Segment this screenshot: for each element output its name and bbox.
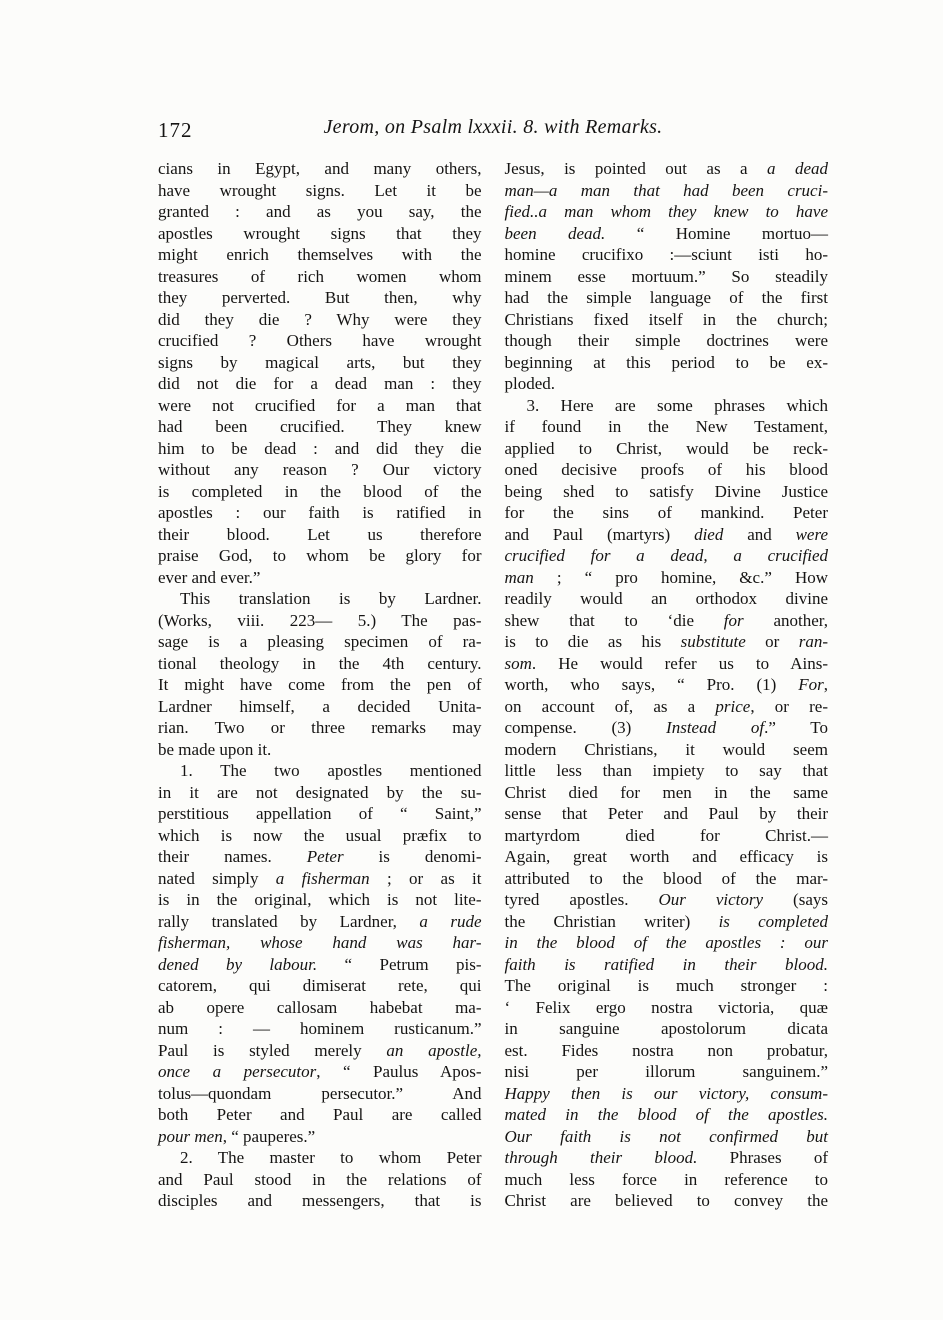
text-line: rally translated by Lardner, a rude (158, 911, 482, 931)
text-line: 2. The master to whom Peter (180, 1148, 482, 1167)
text-line: oned decisive proofs of his blood (504, 460, 828, 479)
text-line: catorem, qui dimiserat rete, qui (158, 976, 482, 995)
text-line: treasures of rich women whom (158, 266, 482, 286)
text-line: through their blood. Phrases of (504, 1148, 828, 1167)
text-line: readily would an orthodox divine (504, 589, 828, 608)
text-line: compense. (3) Instead of.” To (504, 718, 828, 737)
text-line: num : — hominem rusticanum.” (158, 1019, 482, 1038)
text-line: ‘ Felix ergo nostra victoria, quæ (504, 997, 828, 1017)
text-line: might enrich themselves with the (158, 245, 482, 264)
text-line: 1. The two apostles mentioned (180, 761, 482, 780)
text-line: faith is ratified in their blood. (504, 954, 828, 974)
text-line: once a persecutor, “ Paulus Apos- (158, 1062, 482, 1081)
text-line: sense that Peter and Paul by their (504, 804, 828, 823)
page-number: 172 (158, 118, 193, 142)
text-line: had been crucified. They knew (158, 417, 482, 436)
text-line: apostles wrought signs that they (158, 223, 482, 243)
text-line: (Works, viii. 223— 5.) The pas- (158, 610, 482, 630)
text-line: in sanguine apostolorum dicata (504, 1019, 828, 1038)
text-line: did not die for a dead man : they (158, 374, 482, 393)
text-line: on account of, as a price, or re- (504, 696, 828, 716)
text-line: in it are not designated by the su- (158, 782, 482, 802)
text-line: much less force in reference to (504, 1169, 828, 1189)
text-line: apostles : our faith is ratified in (158, 503, 482, 522)
text-line: disciples and messengers, that is (158, 1191, 482, 1210)
text-line: est. Fides nostra non probatur, (504, 1040, 828, 1060)
text-line: were not crucified for a man that (158, 395, 482, 415)
text-line: for the sins of mankind. Peter (504, 503, 828, 522)
text-line: him to be dead : and did they die (158, 438, 482, 458)
text-line: homine crucifixo :—sciunt isti ho- (504, 245, 828, 264)
text-line: mated in the blood of the apostles. (504, 1105, 828, 1124)
text-line: if found in the New Testament, (504, 417, 828, 436)
text-line: pour men, “ pauperes.” (158, 1126, 316, 1146)
text-line: been dead. “ Homine mortuo— (504, 223, 828, 243)
text-line: man—a man that had been cruci- (504, 180, 828, 200)
text-line: The original is much stronger : (504, 976, 828, 995)
text-line: Christ died for men in the same (504, 782, 828, 802)
text-line: It might have come from the pen of (158, 675, 482, 694)
text-line: is to die as his substitute or ran- (504, 632, 828, 651)
text-line: granted : and as you say, the (158, 202, 482, 221)
column-right (505, 158, 829, 1212)
text-line: som. He would refer us to Ains- (504, 653, 828, 673)
text-line: Paul is styled merely an apostle, (158, 1040, 482, 1060)
text-line: did they die ? Why were they (158, 309, 482, 329)
text-line: tyred apostles. Our victory (says (504, 890, 828, 909)
text-line: rian. Two or three remarks may (158, 718, 482, 737)
text-line: Lardner himself, a decided Unita- (158, 696, 482, 716)
text-line: sage is a pleasing specimen of ra- (158, 632, 482, 651)
text-line: their names. Peter is denomi- (158, 847, 482, 866)
text-line: their blood. Let us therefore (158, 524, 482, 544)
text-line: ab opere callosam habebat ma- (158, 997, 482, 1017)
running-title: Jerom, on Psalm lxxxii. 8. with Remarks. (323, 116, 663, 138)
text-line: Christ are believed to convey the (504, 1191, 828, 1210)
text-line: man ; “ pro homine, &c.” How (504, 567, 828, 587)
text-line: and Paul stood in the relations of (158, 1169, 482, 1189)
text-line: applied to Christ, would be reck- (504, 438, 828, 458)
text-line: and Paul (martyrs) died and were (504, 524, 828, 544)
text-line: the Christian writer) is completed (504, 911, 828, 931)
text-line: minem esse mortuum.” So steadily (504, 266, 828, 286)
text-line: praise God, to whom be glory for (158, 546, 482, 565)
text-line: crucified ? Others have wrought (158, 331, 482, 350)
text-line: tolus—quondam persecutor.” And (158, 1083, 482, 1103)
text-line: little less than impiety to say that (504, 761, 828, 780)
text-line: is in the original, which is not lite- (158, 890, 482, 909)
text-line: being shed to satisfy Divine Justice (504, 481, 828, 501)
text-line: martyrdom died for Christ.— (504, 825, 828, 845)
text-line: fied..a man whom they knew to have (504, 202, 828, 221)
text-line: be made upon it. (158, 739, 272, 759)
text-line: worth, who says, “ Pro. (1) For, (504, 675, 828, 694)
text-line: Christians fixed itself in the church; (504, 309, 828, 329)
text-columns (158, 158, 828, 1212)
text-line: modern Christians, it would seem (504, 739, 828, 759)
text-line: perstitious appellation of “ Saint,” (158, 804, 482, 823)
text-line: nated simply a fisherman ; or as it (158, 868, 482, 888)
text-line: is completed in the blood of the (158, 481, 482, 501)
text-line: Again, great worth and efficacy is (504, 847, 828, 866)
text-line: crucified for a dead, a crucified (504, 546, 828, 565)
text-line: without any reason ? Our victory (158, 460, 482, 479)
text-line: fisherman, whose hand was har- (158, 933, 482, 952)
text-line: shew that to ‘die for another, (504, 610, 828, 630)
text-line: cians in Egypt, and many others, (158, 159, 482, 178)
text-line: beginning at this period to be ex- (504, 352, 828, 372)
text-line: signs by magical arts, but they (158, 352, 482, 372)
text-line: This translation is by Lardner. (180, 589, 482, 608)
text-line: they perverted. But then, why (158, 288, 482, 307)
text-line: which is now the usual præfix to (158, 825, 482, 845)
text-line: attributed to the blood of the mar- (504, 868, 828, 888)
text-line: Happy then is our victory, consum- (504, 1083, 828, 1103)
text-line: 3. Here are some phrases which (526, 395, 828, 415)
text-line: have wrought signs. Let it be (158, 180, 482, 200)
text-line: dened by labour. “ Petrum pis- (158, 954, 482, 974)
text-line: ploded. (504, 374, 556, 393)
text-line: though their simple doctrines were (504, 331, 828, 350)
text-line: Our faith is not confirmed but (504, 1126, 828, 1146)
page-header (158, 116, 828, 148)
text-line: ever and ever.” (158, 567, 261, 587)
text-line: nisi per illorum sanguinem.” (504, 1062, 828, 1081)
text-line: had the simple language of the first (504, 288, 828, 307)
text-line: Jesus, is pointed out as a a dead (504, 159, 828, 178)
text-line: in the blood of the apostles : our (504, 933, 828, 952)
text-line: tional theology in the 4th century. (158, 653, 482, 673)
column-left (158, 158, 482, 1212)
text-line: both Peter and Paul are called (158, 1105, 482, 1124)
